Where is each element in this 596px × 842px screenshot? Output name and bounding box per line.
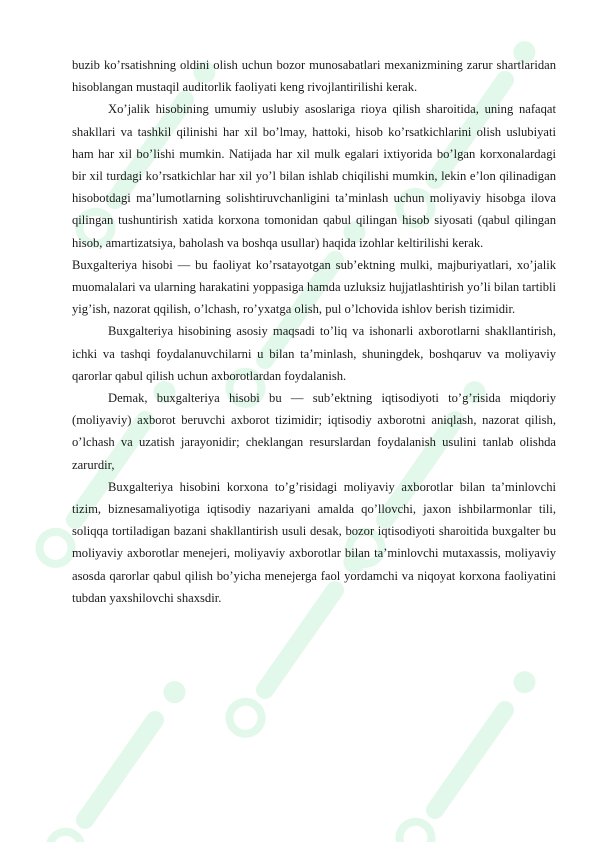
watermark-logo-icon xyxy=(393,664,544,842)
paragraph-5: Demak, buxgalteriya hisobi bu — sub’ektning iqtisodiyoti to’g’risida miqdoriy (moliyaviy) axborot beruvchi axborot tizimidir; iqtisodiy axborotni aniqlash, nazorat qilish, o’lchash va uzatish jarayonidir; cheklangan resurslardan foydalanish usulini tanlab olishda zarurdir, xyxy=(72,391,556,472)
paragraph-4: Buxgalteriya hisobining asosiy maqsadi to’liq va ishonarli axborotlarni shakllantirish, ichki va tashqi foydalanuvchilarni u bilan ta’minlash, shuningdek, boshqaruv va moliyaviy qarorlar qabul qilish uchun axborotlardan foydalanish. xyxy=(72,324,556,383)
watermark-logo-icon xyxy=(43,674,194,842)
paragraph-6: Buxgalteriya hisobini korxona to’g’risidagi moliyaviy axborotlar bilan ta’minlovchi tizim, biznesamaliyotiga iqtisodiy nazariyani amalda qo’llovchi, jaxon ishbilarmonlar tili, soliqqa tortiladigan bazani shakllantirish usuli desak, bozor iqtisodiyoti sharoitida buxgalter bu moliyaviy axborotlar menejeri, moliyaviy axborotlar bilan ta’minlovchi mutaxassis, moliyaviy asosda qarorlar qabul qilish bo’yicha menejerga faol yordamchi va niqoyat korxona faoliyatini tubdan yaxshilovchi shaxsdir. xyxy=(72,479,556,605)
document-body xyxy=(72,54,556,609)
paragraph-2: Xo’jalik hisobining umumiy uslubiy asoslariga rioya qilish sharoitida, uning nafaqat shakllari va tashkil qilinishi har xil bo’lmay, hattoki, hisob ko’rsatkichlarini olish uslubiyati ham har xil bo’lishi mumkin. Natijada har xil mulk egalari ixtiyorida bo’lgan korxonalardagi bir xil turdagi ko’rsatkichlar har xil yo’l bilan ishlab chiqilishi mumkin, lekin e’lon qilinadigan hisobotdagi ma’lumotlarning solishtiruvchanligini ta’minlash uchun moliyaviy hisobga ilova qilingan tushuntirish xatida korxona tomonidan qabul qilingan hisob siyosati (qabul qilingan hisob, amartizatsiya, baholash va boshqa usullar) haqida izohlar keltirilishi kerak. xyxy=(72,102,556,250)
paragraph-1: buzib ko’rsatishning oldini olish uchun bozor munosabatlari mexanizmining zarur shartlaridan hisoblangan mustaqil auditorlik faoliyati keng rivojlantirilishi kerak. xyxy=(72,58,556,95)
paragraph-3: Buxgalteriya hisobi — bu faoliyat ko’rsatayotgan sub’ektning mulki, majburiyatlari, xo’jalik muomalalari va ularning harakatini yoppasiga hamda uzluksiz hujjatlashtirish yo’li bilan tartibli yig’ish, nazorat qqilish, o’lchash, ro’yxatga olish, pul o’lchovida ishlov berish tizimidir. xyxy=(72,257,556,317)
